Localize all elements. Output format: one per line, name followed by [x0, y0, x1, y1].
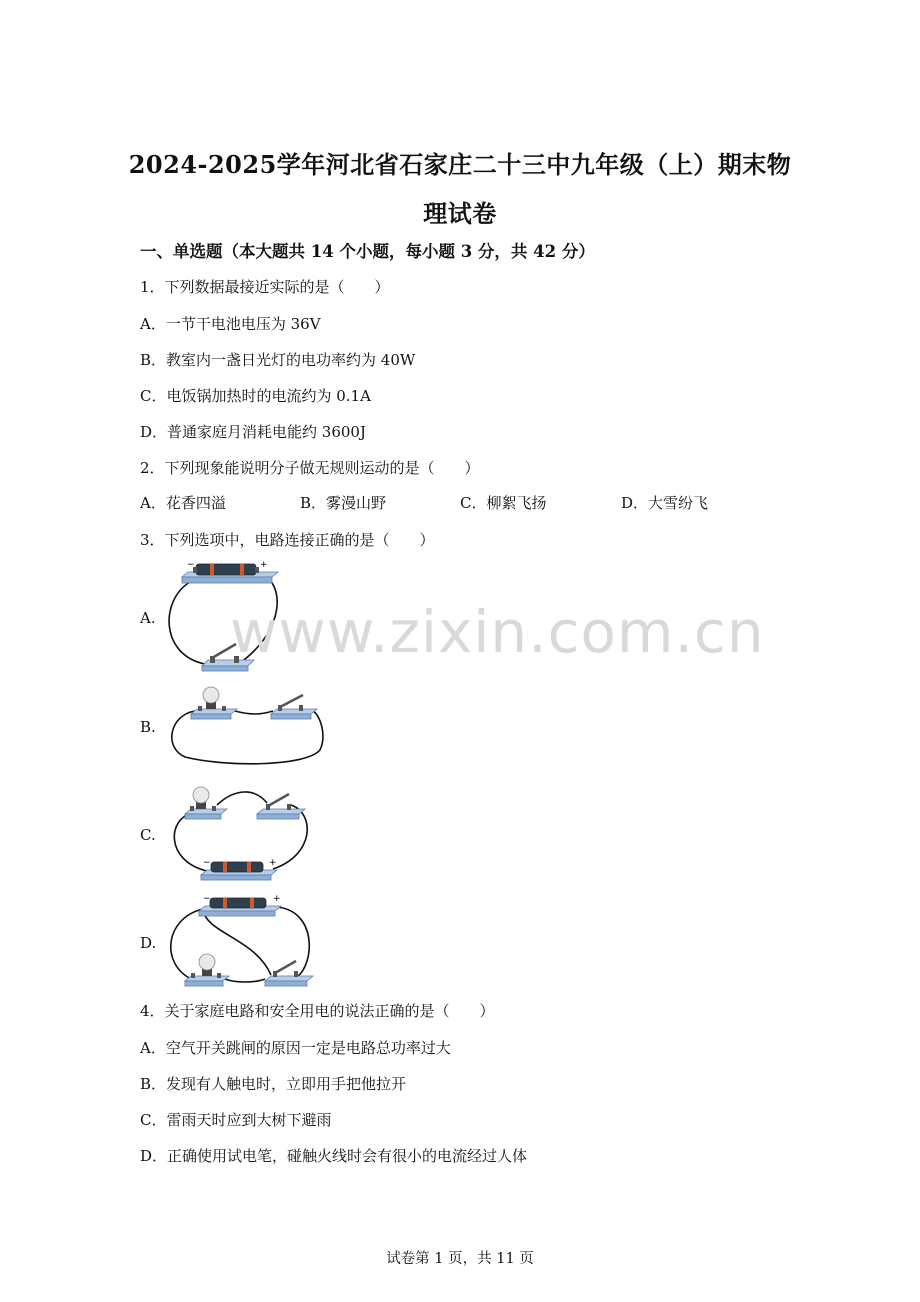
- question-1-option-d: D．普通家庭月消耗电能约 3600J: [140, 423, 366, 441]
- watermark: www.zixin.com.cn: [230, 598, 765, 666]
- question-3-option-a-label: A.: [140, 609, 156, 627]
- question-4-option-a: A．空气开关跳闸的原因一定是电路总功率过大: [140, 1039, 451, 1057]
- battery-minus-sign: −: [187, 560, 195, 570]
- question-4-stem: 4．关于家庭电路和安全用电的说法正确的是（ ）: [140, 1002, 495, 1020]
- battery: [182, 560, 278, 583]
- question-2-option-d: D．大雪纷飞: [621, 494, 709, 512]
- battery-minus-sign: −: [203, 894, 211, 904]
- question-2-stem: 2．下列现象能说明分子做无规则运动的是（ ）: [140, 459, 480, 477]
- battery-minus-sign: −: [203, 858, 211, 868]
- bulb: [191, 687, 237, 719]
- circuit-b-diagram: [165, 685, 325, 770]
- battery: [201, 858, 277, 880]
- page-footer: 试卷第 1 页，共 11 页: [386, 1251, 534, 1267]
- question-4-option-b: B．发现有人触电时，立即用手把他拉开: [140, 1075, 407, 1093]
- circuit-c-diagram: [165, 783, 315, 885]
- battery-plus-sign: +: [260, 560, 268, 570]
- switch: [257, 794, 305, 819]
- bulb: [185, 787, 227, 819]
- bulb: [185, 954, 229, 986]
- section-heading: 一、单选题（本大题共 14 个小题，每小题 3 分，共 42 分）: [140, 242, 595, 261]
- circuit-d-diagram: [165, 893, 315, 990]
- question-2-options: [140, 492, 780, 514]
- question-3-option-d-label: D.: [140, 934, 157, 952]
- exam-title-line1: 2024-2025学年河北省石家庄二十三中九年级（上）期末物: [128, 150, 792, 179]
- question-3-option-c-label: C.: [140, 826, 156, 844]
- question-4-option-c: C．雷雨天时应到大树下避雨: [140, 1111, 332, 1129]
- question-1-option-a: A．一节干电池电压为 36V: [140, 315, 321, 333]
- question-1-option-b: B．教室内一盏日光灯的电功率约为 40W: [140, 351, 416, 369]
- question-3-option-b-label: B.: [140, 718, 156, 736]
- battery: [199, 894, 281, 916]
- battery-plus-sign: +: [269, 858, 277, 868]
- question-2-option-a: A．花香四溢: [140, 494, 226, 512]
- question-4-option-d: D．正确使用试电笔，碰触火线时会有很小的电流经过人体: [140, 1147, 528, 1165]
- question-2-option-c: C．柳絮飞扬: [460, 494, 547, 512]
- question-3-stem: 3．下列选项中，电路连接正确的是（ ）: [140, 531, 435, 549]
- switch: [271, 695, 317, 719]
- question-2-option-b: B．雾漫山野: [300, 494, 387, 512]
- question-1-option-c: C．电饭锅加热时的电流约为 0.1A: [140, 387, 371, 405]
- exam-title-line2: 理试卷: [423, 199, 497, 228]
- question-1-stem: 1．下列数据最接近实际的是（ ）: [140, 278, 390, 296]
- battery-plus-sign: +: [273, 894, 281, 904]
